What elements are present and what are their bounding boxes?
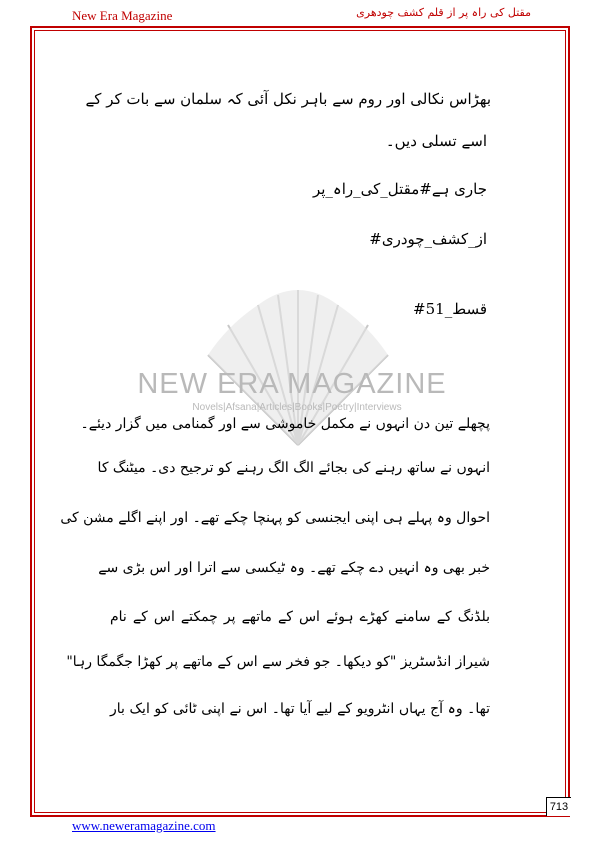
paragraph-line-7: تھا۔ وہ آج یہاں انٹرویو کے لیے آیا تھا۔ اس نے اپنی ٹائی کو ایک بار xyxy=(110,701,490,717)
page-number: 713 xyxy=(546,797,571,816)
website-link[interactable]: www.neweramagazine.com xyxy=(72,818,216,833)
paragraph-line-1: پچھلے تین دن انہوں نے مکمل خاموشی سے اور گمنامی میں گزار دیئے۔ xyxy=(80,416,490,432)
episode-number: قسط_51# xyxy=(413,300,487,318)
paragraph-line-2: انہوں نے ساتھ رہنے کی بجائے الگ الگ رہنے کو ترجیح دی۔ میٹنگ کا xyxy=(97,460,490,476)
paragraph-line-3: احوال وہ پہلے ہی اپنی ایجنسی کو پہنچا چکے تھے۔ اور اپنے اگلے مشن کی xyxy=(60,510,490,526)
watermark-subtitle: Novels|Afsana|Articles|Books|Poetry|Interviews xyxy=(192,402,402,413)
paragraph-line-5: بلڈنگ کے سامنے کھڑے ہوئے اس کے ماتھے پر چمکتے اس کے نام xyxy=(110,609,490,625)
to-be-continued: جاری ہے#مقتل_کی_راہ_پر xyxy=(312,180,487,198)
paragraph-line-6: شیراز انڈسٹریز "کو دیکھا۔ جو فخر سے اس کے ماتھے پر کھڑا جگمگا رہا" xyxy=(66,654,490,670)
text-line-2: اسے تسلی دیں۔ xyxy=(385,132,487,150)
text-line-1: بھڑاس نکالی اور روم سے باہر نکل آئی کہ سلمان سے بات کر کے xyxy=(85,90,491,108)
watermark-title: NEW ERA MAGAZINE xyxy=(137,368,447,400)
paragraph-line-4: خبر بھی وہ انہیں دے چکے تھے۔ وہ ٹیکسی سے اترا اور اس بڑی سے xyxy=(98,560,490,576)
author-tag: از_کشف_چودری# xyxy=(369,230,487,248)
magazine-name: New Era Magazine xyxy=(72,8,173,23)
story-credit: مقتل کی راہ پر از قلم کشف چودھری xyxy=(356,6,531,19)
